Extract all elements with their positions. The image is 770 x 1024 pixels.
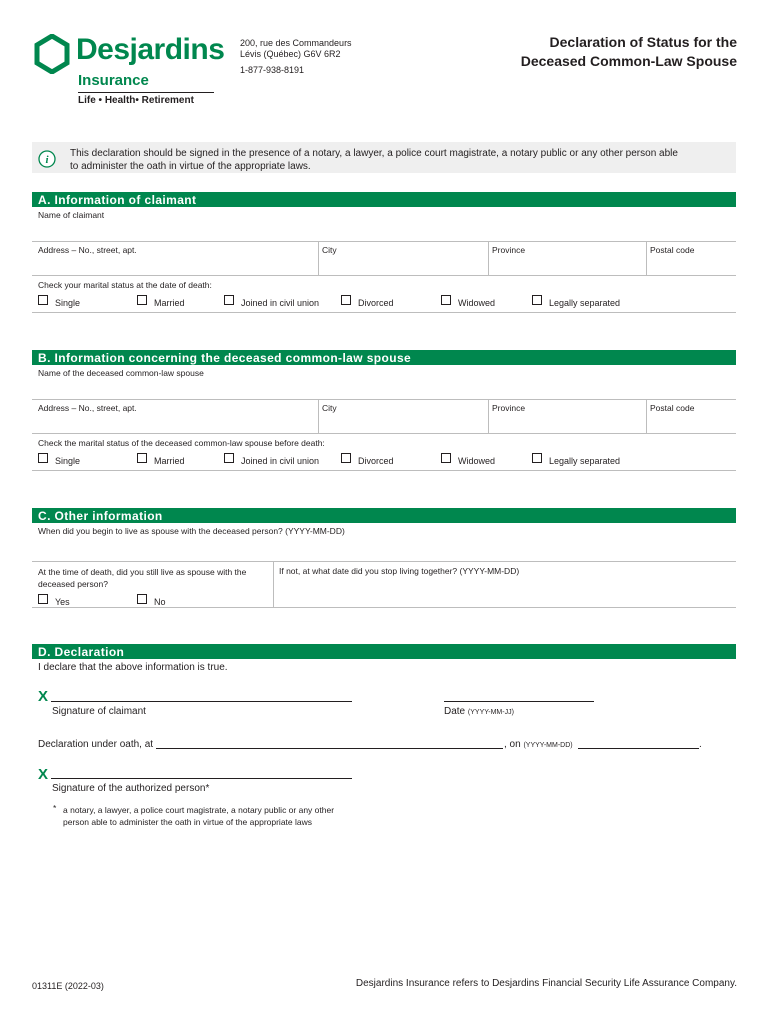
title-line-2: Deceased Common-Law Spouse	[520, 53, 737, 69]
checkbox-label: Joined in civil union	[241, 298, 320, 308]
checkbox-deceased-widowed[interactable]	[441, 453, 451, 463]
deceased-postal-input[interactable]	[648, 414, 736, 432]
date-format: (YYYY-MM-JJ)	[467, 709, 514, 716]
section-a-header	[32, 192, 736, 207]
checkbox-claimant-civil-union[interactable]	[224, 295, 234, 305]
on-label: , on	[504, 739, 521, 750]
oath-location-label: Declaration under oath, at	[38, 739, 154, 750]
divider	[646, 241, 647, 275]
checkbox-claimant-widowed[interactable]	[441, 295, 451, 305]
cohabitation-start-label: When did you begin to live as spouse with the deceased person? (YYYY-MM-DD)	[38, 526, 345, 536]
divider	[32, 561, 736, 562]
checkbox-deceased-divorced[interactable]	[341, 453, 351, 463]
page-title	[521, 33, 737, 71]
deceased-name-input[interactable]	[32, 378, 736, 398]
claimant-name-input[interactable]	[32, 220, 736, 240]
divider	[488, 399, 489, 433]
footnote-line-2: person able to administer the oath in virtue of the appropriate laws	[63, 817, 313, 827]
claimant-city-input[interactable]	[320, 256, 486, 274]
notice-line-2: to administer the oath in virtue of the appropriate laws.	[70, 161, 311, 172]
checkbox-deceased-single[interactable]	[38, 453, 48, 463]
divider	[318, 241, 319, 275]
divider	[32, 607, 736, 608]
date-line[interactable]	[444, 701, 594, 702]
section-b-title: B. Information concerning the deceased common-law spouse	[38, 351, 412, 365]
divider	[318, 399, 319, 433]
section-b-header	[32, 350, 736, 365]
section-d-header	[32, 644, 736, 659]
still-living-question	[38, 566, 246, 590]
checkbox-label: Legally separated	[549, 298, 621, 308]
section-c-title: C. Other information	[38, 509, 163, 523]
svg-text:i: i	[45, 154, 49, 166]
deceased-province-input[interactable]	[490, 414, 644, 432]
title-line-1: Declaration of Status for the	[549, 34, 737, 50]
authorized-signature-label: Signature of the authorized person*	[52, 783, 210, 794]
oath-location-line[interactable]	[156, 748, 503, 749]
still-living-line-1: At the time of death, did you still live as spouse with the	[38, 567, 247, 577]
checkbox-label: No	[154, 597, 166, 607]
stop-living-label: If not, at what date did you stop living together? (YYYY-MM-DD)	[279, 566, 520, 576]
checkbox-deceased-separated[interactable]	[532, 453, 542, 463]
footer-note: Desjardins Insurance refers to Desjardins Financial Security Life Assurance Company.	[355, 978, 737, 989]
brand-divider	[78, 92, 214, 93]
on-format: (YYYY-MM-DD)	[523, 742, 573, 749]
oath-date-line[interactable]	[578, 748, 699, 749]
divider	[646, 399, 647, 433]
footnote-line-1: a notary, a lawyer, a police court magistrate, a notary public or any other	[63, 805, 335, 815]
still-living-line-2: deceased person?	[38, 579, 108, 589]
brand-name: Desjardins	[76, 33, 225, 66]
claimant-province-input[interactable]	[490, 256, 644, 274]
deceased-address-input[interactable]	[32, 414, 316, 432]
checkbox-deceased-civil-union[interactable]	[224, 453, 234, 463]
claimant-signature-line[interactable]	[51, 701, 352, 702]
info-icon	[38, 150, 56, 173]
period: .	[699, 739, 702, 750]
checkbox-label: Legally separated	[549, 456, 621, 466]
divider	[32, 241, 736, 242]
section-a-title: A. Information of claimant	[38, 193, 197, 207]
hexagon-logo-icon	[34, 34, 70, 74]
deceased-name-label: Name of the deceased common-law spouse	[38, 368, 204, 378]
claimant-address-label: Address – No., street, apt.	[38, 245, 137, 255]
claimant-postal-label: Postal code	[650, 245, 695, 255]
divider	[32, 470, 736, 471]
checkbox-label: Divorced	[358, 456, 394, 466]
checkbox-claimant-divorced[interactable]	[341, 295, 351, 305]
checkbox-claimant-single[interactable]	[38, 295, 48, 305]
footnote-text	[63, 804, 334, 828]
date-label-text: Date	[444, 706, 466, 717]
checkbox-yes[interactable]	[38, 594, 48, 604]
authorized-signature-line[interactable]	[51, 778, 352, 779]
checkbox-label: Married	[154, 456, 185, 466]
desjardins-logo	[34, 34, 70, 74]
deceased-status-prompt: Check the marital status of the deceased common-law spouse before death:	[38, 438, 325, 448]
deceased-city-input[interactable]	[320, 414, 486, 432]
brand-tagline: Life • Health• Retirement	[78, 95, 194, 106]
divider	[32, 399, 736, 400]
claimant-name-label: Name of claimant	[38, 210, 105, 220]
divider	[32, 275, 736, 276]
section-d-title: D. Declaration	[38, 645, 125, 659]
claimant-postal-input[interactable]	[648, 256, 736, 274]
brand-sub: Insurance	[78, 72, 149, 89]
checkbox-label: Widowed	[458, 298, 496, 308]
checkbox-label: Joined in civil union	[241, 456, 320, 466]
date-label	[444, 706, 514, 717]
checkbox-deceased-married[interactable]	[137, 453, 147, 463]
footnote-asterisk: *	[53, 803, 57, 813]
x-mark-icon: X	[38, 766, 49, 783]
divider	[488, 241, 489, 275]
checkbox-label: Married	[154, 298, 185, 308]
stop-living-date-input[interactable]	[276, 580, 736, 606]
checkbox-label: Divorced	[358, 298, 394, 308]
phone-number: 1-877-938-8191	[240, 65, 305, 75]
divider	[32, 312, 736, 313]
checkbox-label: Single	[55, 456, 81, 466]
notice-line-1: This declaration should be signed in the presence of a notary, a lawyer, a police court magistrate, a notary public or any other person able	[70, 148, 678, 159]
x-mark-icon: X	[38, 688, 49, 705]
claimant-status-prompt: Check your marital status at the date of death:	[38, 280, 212, 290]
deceased-address-label: Address – No., street, apt.	[38, 403, 137, 413]
declaration-statement: I declare that the above information is true.	[38, 662, 228, 673]
notice-text	[70, 147, 710, 173]
checkbox-claimant-married[interactable]	[137, 295, 147, 305]
deceased-province-label: Province	[492, 403, 526, 413]
checkbox-label: Widowed	[458, 456, 496, 466]
oath-date-label	[504, 739, 573, 750]
divider	[32, 433, 736, 434]
deceased-postal-label: Postal code	[650, 403, 695, 413]
address-line-1: 200, rue des Commandeurs	[240, 38, 352, 48]
checkbox-label: Yes	[55, 597, 70, 607]
checkbox-claimant-separated[interactable]	[532, 295, 542, 305]
claimant-province-label: Province	[492, 245, 526, 255]
claimant-city-label: City	[322, 245, 337, 255]
claimant-signature-label: Signature of claimant	[52, 706, 146, 717]
address-line-2: Lévis (Québec) G6V 6R2	[240, 49, 341, 59]
claimant-address-input[interactable]	[32, 256, 316, 274]
checkbox-no[interactable]	[137, 594, 147, 604]
section-c-header	[32, 508, 736, 523]
divider	[273, 561, 274, 607]
checkbox-label: Single	[55, 298, 81, 308]
form-code: 01311E (2022-03)	[32, 981, 104, 991]
cohabitation-start-input[interactable]	[32, 536, 736, 560]
deceased-city-label: City	[322, 403, 337, 413]
